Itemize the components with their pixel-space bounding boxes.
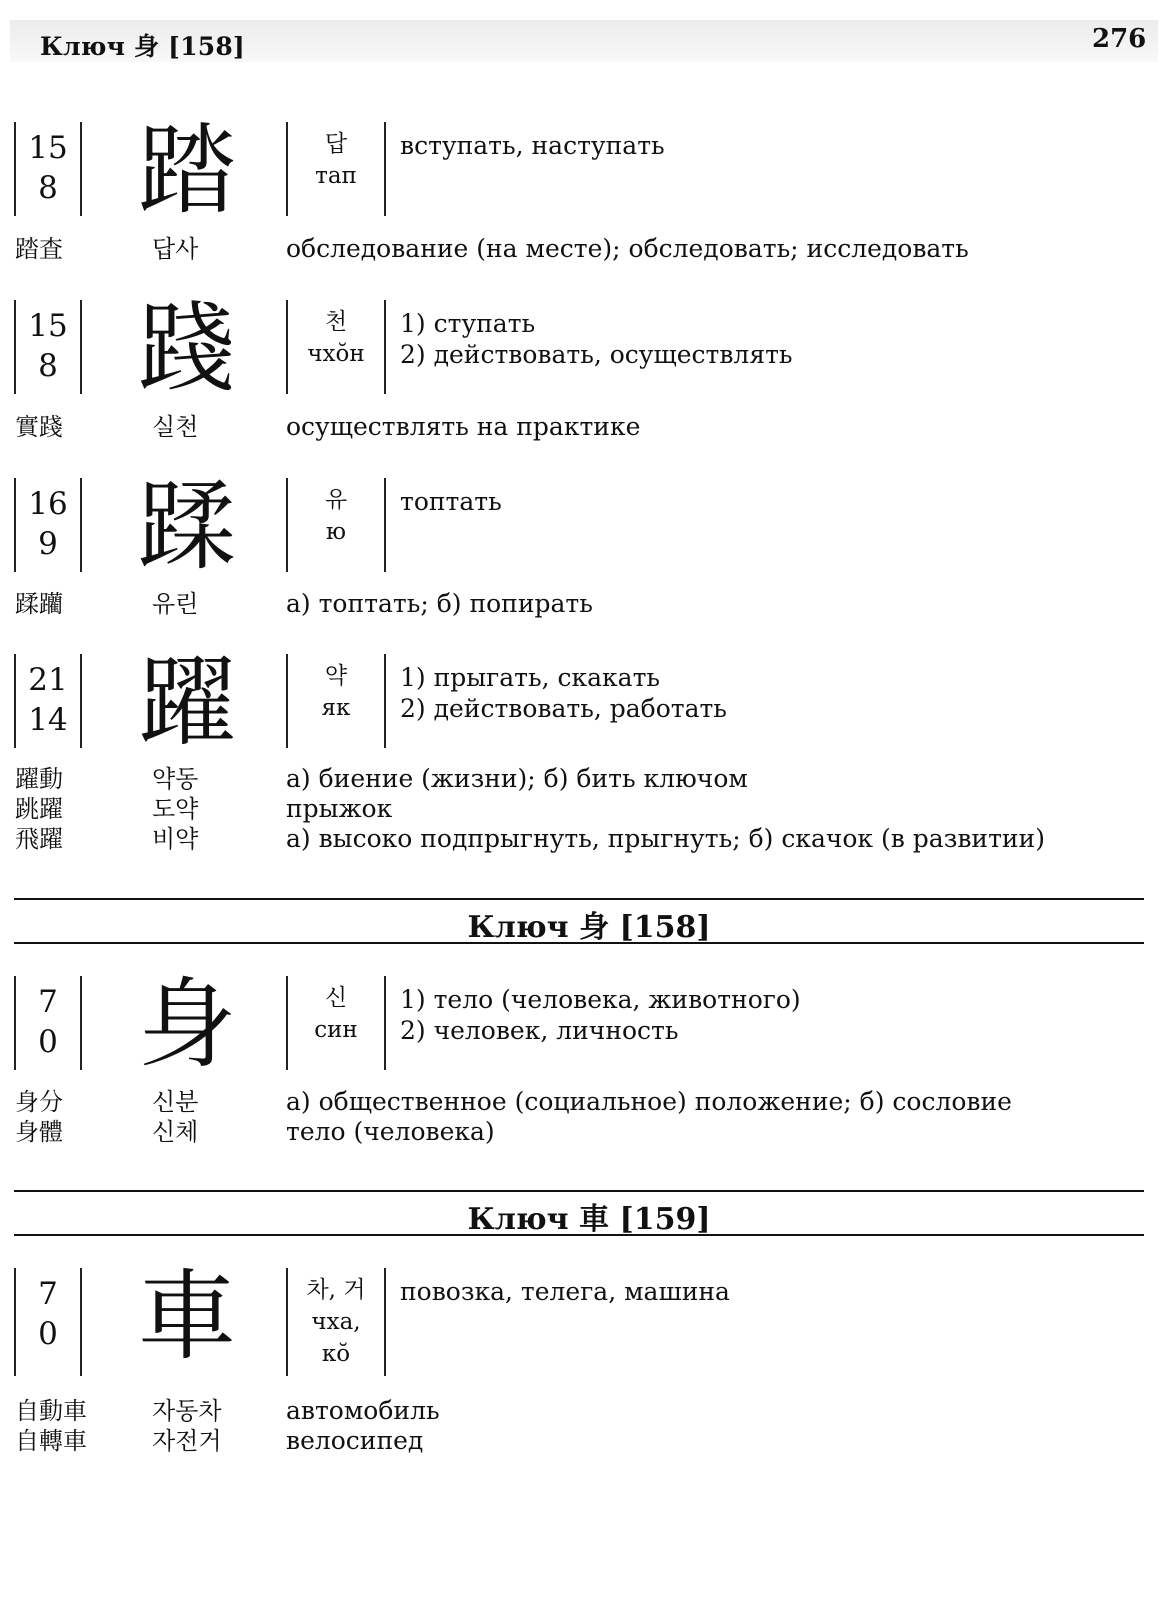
compound-list — [0, 764, 1168, 854]
stroke-counts — [14, 976, 82, 1070]
reading-box — [286, 1268, 386, 1376]
headword-character: 蹂 — [137, 470, 236, 584]
meanings — [400, 308, 1140, 370]
compound-hanja: 蹂躪 — [15, 590, 63, 618]
section-title: Ключ 車 [159] — [467, 1202, 711, 1237]
extra-strokes: 8 — [38, 348, 58, 384]
compound-hanja: 身體 — [15, 1118, 63, 1146]
compound-hangul: 비약 — [152, 825, 199, 853]
compound-translation: обследование (на месте); обследовать; исследовать — [286, 234, 969, 263]
compound-hangul: 신분 — [152, 1088, 199, 1116]
compound-hanja: 踏査 — [15, 235, 63, 263]
reading-box — [286, 122, 386, 216]
meanings — [400, 1276, 1140, 1307]
extra-strokes: 0 — [38, 1316, 58, 1352]
page-number: 276 — [1092, 24, 1147, 54]
cyrillic-reading: чха, — [311, 1309, 361, 1335]
radical-section-heading — [14, 1190, 1144, 1236]
compound-hanja: 身分 — [15, 1088, 63, 1116]
compound-translation: прыжок — [286, 794, 393, 823]
total-strokes: 21 — [28, 662, 68, 698]
compound-list — [0, 589, 1168, 619]
cyrillic-reading: син — [314, 1017, 358, 1043]
cyrillic-reading: кŏ — [321, 1341, 351, 1367]
compound-row — [0, 412, 1168, 442]
reading-box — [286, 478, 386, 572]
meaning-line: вступать, наступать — [400, 131, 665, 160]
meaning-line: 1) тело (человека, животного) — [400, 985, 801, 1014]
meaning-line: 2) действовать, работать — [400, 694, 727, 723]
compound-hangul: 답사 — [152, 235, 199, 263]
total-strokes: 7 — [38, 1276, 58, 1312]
compound-hangul: 약동 — [152, 765, 199, 793]
stroke-counts — [14, 1268, 82, 1376]
headword-character: 車 — [137, 1260, 236, 1374]
stroke-counts — [14, 122, 82, 216]
compound-hanja: 跳躍 — [15, 795, 63, 823]
compound-translation: осуществлять на практике — [286, 412, 641, 441]
compound-translation: а) общественное (социальное) положение; б) сословие — [286, 1087, 1012, 1116]
stroke-counts — [14, 300, 82, 394]
compound-hangul: 신체 — [152, 1118, 199, 1146]
compound-list — [0, 412, 1168, 442]
cyrillic-reading: ю — [325, 519, 347, 545]
total-strokes: 15 — [28, 308, 68, 344]
total-strokes: 7 — [38, 984, 58, 1020]
compound-hanja: 實踐 — [15, 413, 63, 441]
meaning-line: 1) ступать — [400, 309, 536, 338]
hangul-reading: 차, 거 — [306, 1277, 366, 1303]
compound-hanja: 自動車 — [15, 1397, 87, 1425]
radical-section-heading — [14, 898, 1144, 944]
hangul-reading: 신 — [324, 985, 348, 1011]
meanings — [400, 130, 1140, 161]
compound-row — [0, 1426, 1168, 1456]
meaning-line: топтать — [400, 487, 502, 516]
compound-hangul: 자전거 — [152, 1427, 222, 1455]
running-header-title: Ключ 身 [158] — [40, 32, 245, 61]
hangul-reading: 약 — [324, 663, 348, 689]
meaning-line: 2) действовать, осуществлять — [400, 340, 793, 369]
compound-row — [0, 1396, 1168, 1426]
meaning-line: 1) прыгать, скакать — [400, 663, 661, 692]
compound-translation: автомобиль — [286, 1396, 440, 1425]
compound-row — [0, 824, 1168, 854]
meanings — [400, 984, 1140, 1046]
extra-strokes: 9 — [38, 526, 58, 562]
extra-strokes: 8 — [38, 170, 58, 206]
compound-row — [0, 1087, 1168, 1117]
compound-row — [0, 764, 1168, 794]
hangul-reading: 천 — [324, 309, 348, 335]
cyrillic-reading: тап — [315, 163, 357, 189]
hangul-reading: 유 — [324, 487, 348, 513]
reading-box — [286, 654, 386, 748]
compound-translation: велосипед — [286, 1426, 424, 1455]
total-strokes: 15 — [28, 130, 68, 166]
total-strokes: 16 — [28, 486, 68, 522]
compound-row — [0, 794, 1168, 824]
meaning-line: повозка, телега, машина — [400, 1277, 730, 1306]
compound-hangul: 실천 — [152, 413, 199, 441]
hangul-reading: 답 — [324, 131, 348, 157]
compound-hangul: 유린 — [152, 590, 199, 618]
extra-strokes: 14 — [28, 702, 68, 738]
reading-box — [286, 976, 386, 1070]
stroke-counts — [14, 478, 82, 572]
headword-character: 躍 — [137, 646, 236, 760]
extra-strokes: 0 — [38, 1024, 58, 1060]
meanings — [400, 486, 1140, 517]
compound-hanja: 自轉車 — [15, 1427, 87, 1455]
headword-character: 身 — [137, 968, 236, 1082]
compound-translation: а) топтать; б) попирать — [286, 589, 593, 618]
meanings — [400, 662, 1140, 724]
reading-box — [286, 300, 386, 394]
meaning-line: 2) человек, личность — [400, 1016, 679, 1045]
headword-character: 踐 — [137, 292, 236, 406]
compound-translation: а) высоко подпрыгнуть, прыгнуть; б) скачок (в развитии) — [286, 824, 1045, 853]
cyrillic-reading: як — [321, 695, 351, 721]
compound-translation: тело (человека) — [286, 1117, 495, 1146]
compound-translation: а) биение (жизни); б) бить ключом — [286, 764, 748, 793]
compound-hanja: 躍動 — [15, 765, 63, 793]
compound-hangul: 도약 — [152, 795, 199, 823]
compound-list — [0, 1087, 1168, 1147]
compound-row — [0, 1117, 1168, 1147]
cyrillic-reading: чхŏн — [307, 341, 365, 367]
compound-list — [0, 1396, 1168, 1456]
compound-hangul: 자동차 — [152, 1397, 222, 1425]
compound-list — [0, 234, 1168, 264]
compound-row — [0, 589, 1168, 619]
headword-character: 踏 — [137, 114, 236, 228]
compound-row — [0, 234, 1168, 264]
section-title: Ключ 身 [158] — [467, 910, 711, 945]
compound-hanja: 飛躍 — [15, 825, 63, 853]
stroke-counts — [14, 654, 82, 748]
